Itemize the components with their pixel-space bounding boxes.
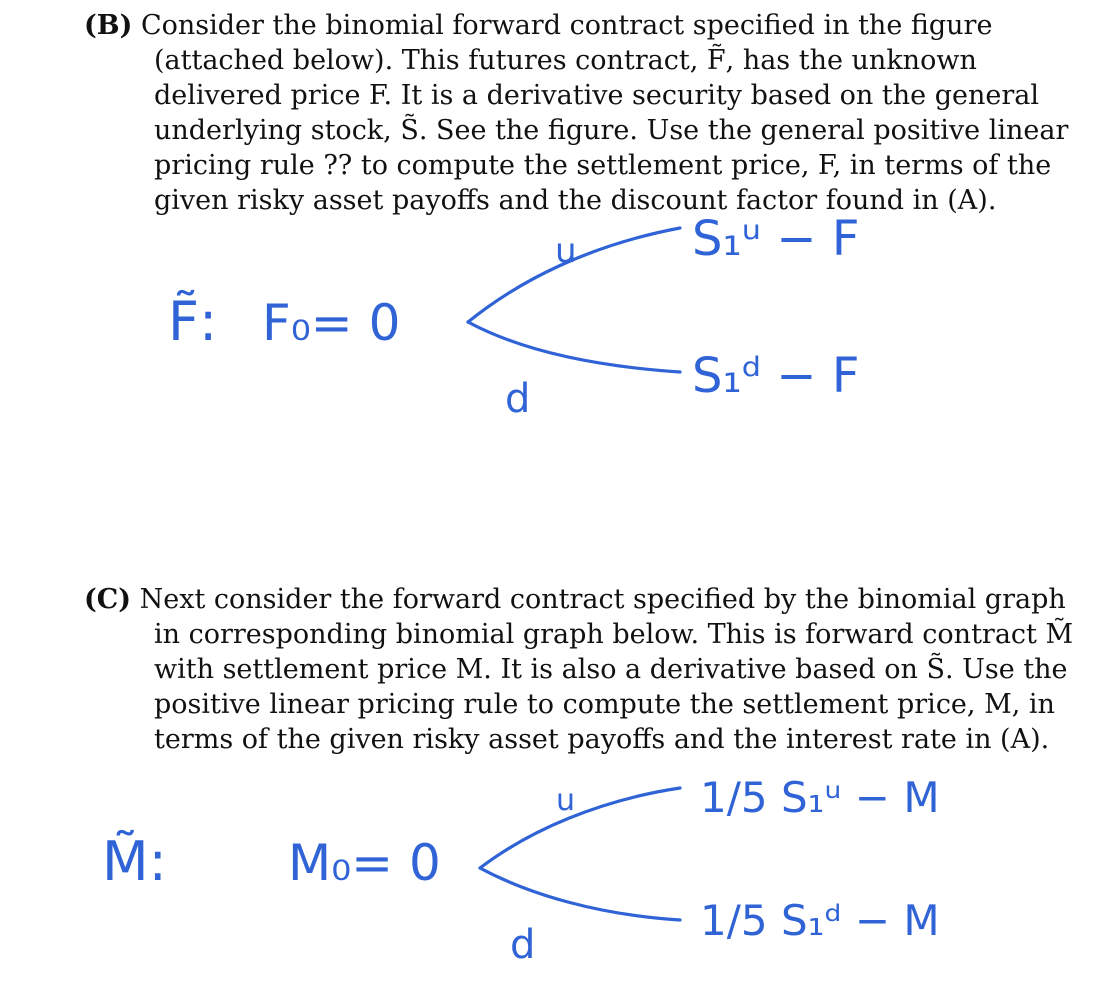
tree-f-up-payoff: S₁ᵘ − F <box>692 211 860 267</box>
tree-m-up-branch <box>480 788 680 868</box>
tree-f-name: F̃: <box>168 290 218 353</box>
tree-m-root: M₀= 0 <box>288 834 441 892</box>
tree-m-down-label: d <box>510 922 536 968</box>
binomial-tree-f <box>168 211 860 422</box>
tree-m-down-payoff: 1/5 S₁ᵈ − M <box>700 896 940 945</box>
problem-c-text: Next consider the forward contract specified by the binomial graph in corresponding binomial graph below. This is forward contract M̃ with settlement price M. It is also a derivative based on S̃. Use the positive linear pricing rule to compute the settlement price, M, in terms of the given risky asset payoffs and the interest rate in (A). <box>139 584 1074 755</box>
problem-b-label: (B) <box>84 10 133 41</box>
problem-b-text: Consider the binomial forward contract specified in the figure (attached below). This futures contract, F̃, has the unknown delivered price F. It is a derivative security based on the general underlying stock, S̃. See the figure. Use the general positive linear pricing rule ?? to compute the settlement price, F, in terms of the given risky asset payoffs and the discount factor found in (A). <box>140 10 1069 216</box>
tree-m-down-branch <box>480 868 680 920</box>
tree-f-down-branch <box>468 322 680 372</box>
tree-f-down-payoff: S₁ᵈ − F <box>692 348 860 404</box>
tree-m-name: M̃: <box>102 830 167 893</box>
tree-f-down-label: d <box>505 376 531 422</box>
tree-m-up-label: u <box>556 783 576 818</box>
problem-c-label: (C) <box>84 584 132 615</box>
tree-f-root: F₀= 0 <box>262 294 401 352</box>
tree-m-up-payoff: 1/5 S₁ᵘ − M <box>700 773 940 822</box>
binomial-tree-m <box>102 773 940 968</box>
tree-f-up-label: u <box>555 231 577 271</box>
